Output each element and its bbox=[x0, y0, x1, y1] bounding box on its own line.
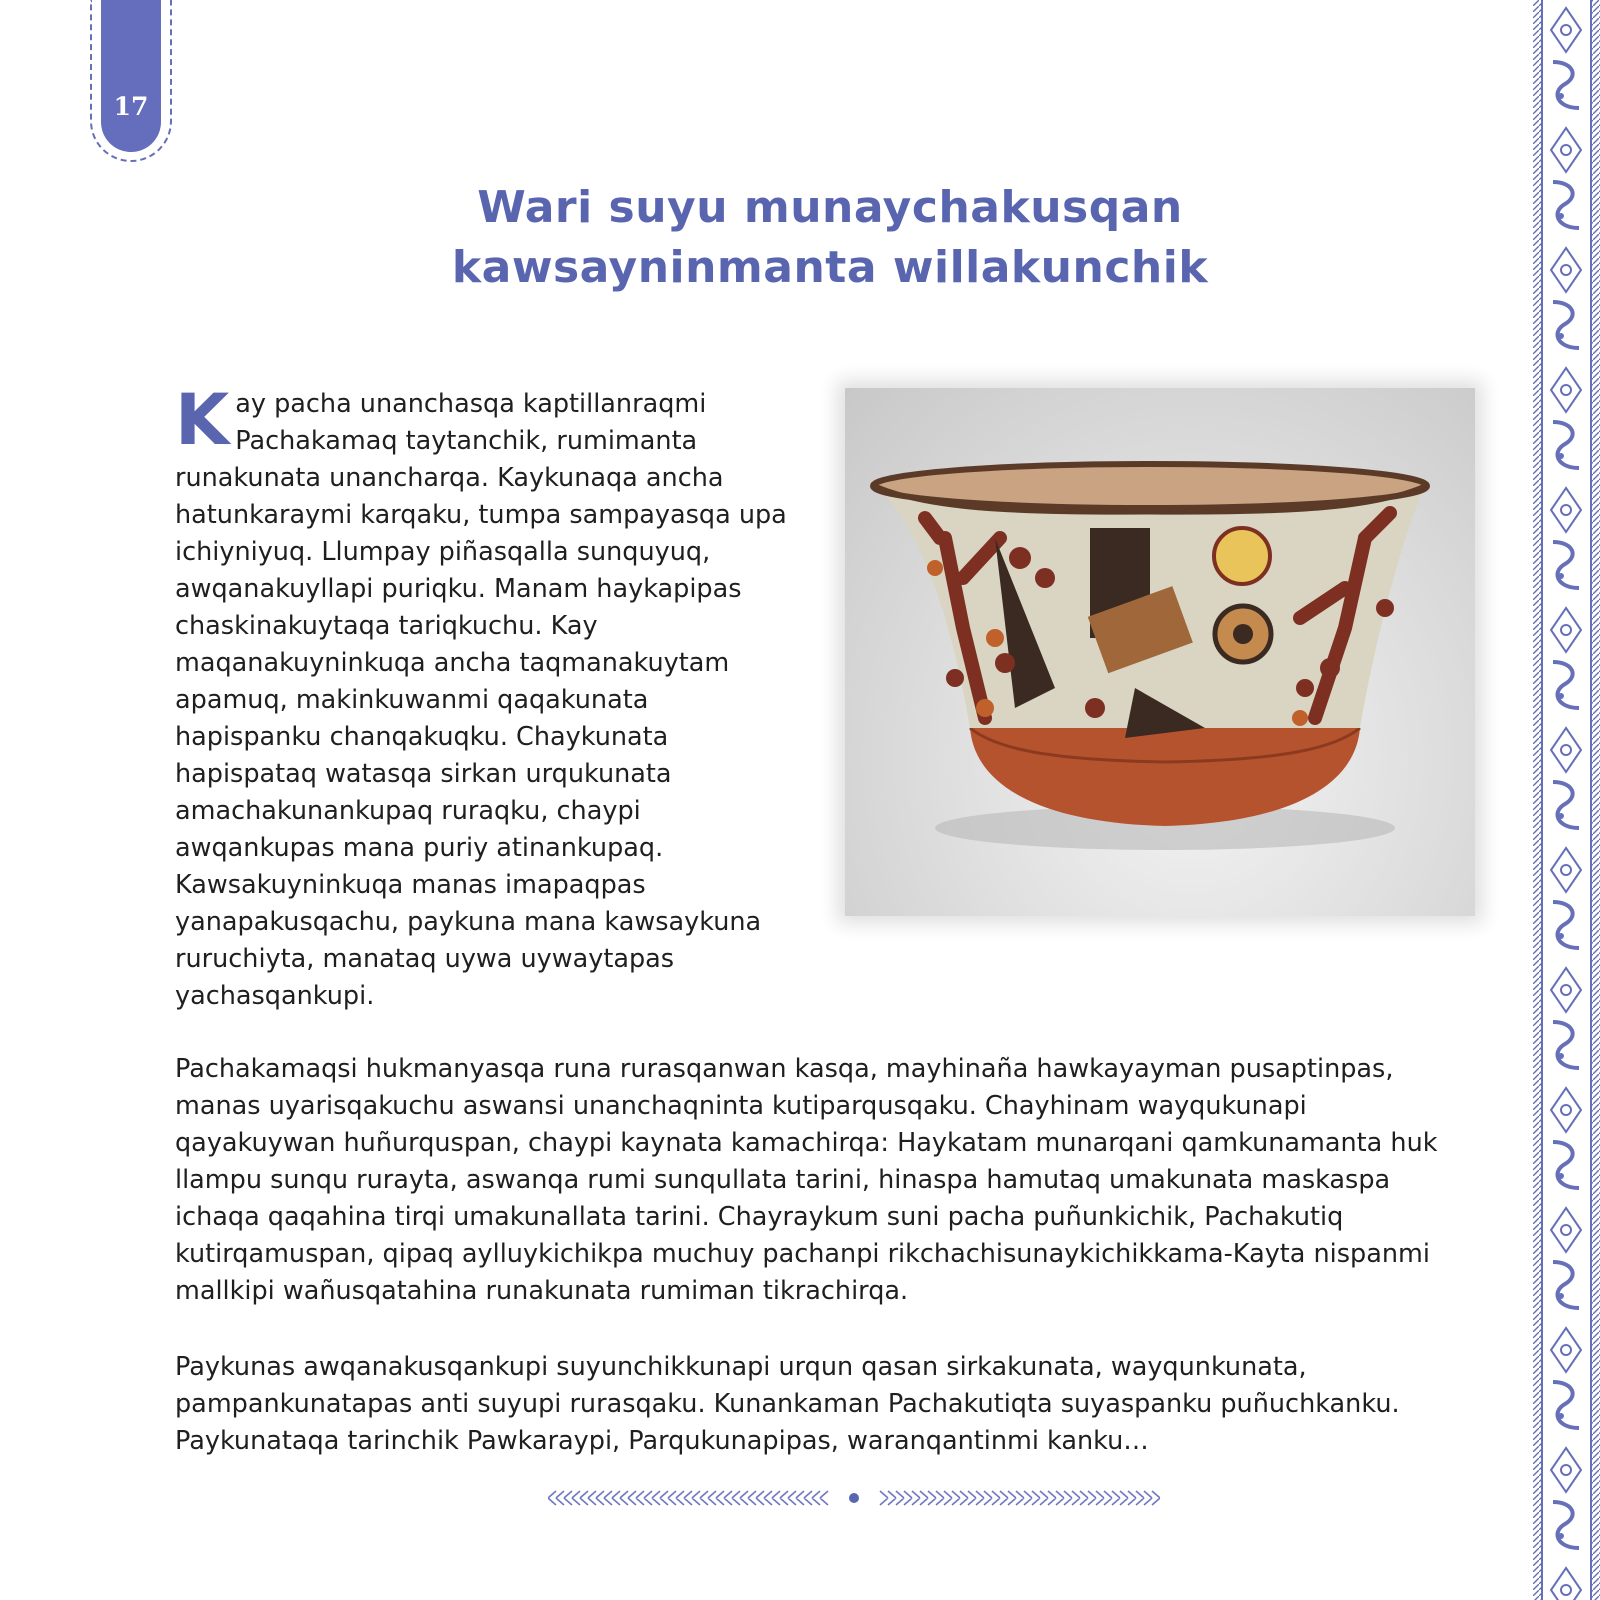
page-number: 17 bbox=[113, 92, 149, 121]
paragraph-2: Pachakamaqsi hukmanyasqa runa rurasqanwan kasqa, mayhinaña hawkayayman pusaptinpas, manas uyarisqakuchu aswansi unanchaqninta kutiparqusqaku. Chayhinam wayqukunapi qayakuywan huñurquspan, chaypi kaynata kamachirqa: Haykatam munarqani qamkunamanta huk llampu sunqu rurayta, aswanqa rumi sunqullata tarini, hinaspa hamutaq umakunata maskaspa ichaqa qaqahina tirqi umakunallata tarini. Chayraykum suni pacha puñunkichik, Pachakutiq kutirqamuspan, qipaq aylluykichikpa muchuy pachanpi rikchachisunaykichikkama-Kayta nispanmi mallkipi wañusqatahina runakunata rumiman tikrachirqa. bbox=[175, 1054, 1438, 1306]
bowl-illustration bbox=[845, 388, 1475, 916]
paragraph-3: Paykunas awqanakusqankupi suyunchikkunapi urqun qasan sirkakunata, wayqunkunata, pampankunatapas anti suyupi rurasqaku. Kunankaman Pachakutiqta suyaspanku puñuchkanku. Paykunataqa tarinchik Pawkaraypi, Parqukunapipas, waranqantinmi kanku… bbox=[175, 1352, 1400, 1456]
ornament-divider bbox=[548, 1488, 1160, 1508]
page-title bbox=[330, 178, 1330, 298]
page-tab bbox=[101, 0, 161, 152]
ceramic-bowl-image bbox=[845, 388, 1475, 916]
paragraph-1-text: ay pacha unanchasqa kaptillanraqmi Pachakamaq taytanchik, rumimanta runakunata unancharqa. Kaykunaqa ancha hatunkaraymi karqaku, tumpa sampayasqa upa ichiyniyuq. Llumpay piñasqalla sunquyuq, awqanakuyllapi puriqku. Manam haykapipas chaskinakuytaqa tariqkuchu. Kay maqanakuyninkuqa ancha taqmanakuytam apamuq, makinkuwanmi qaqakunata hapispanku chanqakuqku. Chaykunata hapispataq watasqa sirkan urqukunata amachakunankupaq ruraqku, chaypi awqankupas mana puriy atinankupaq. Kawsakuyninkuqa manas imapaqpas yanapakusqachu, paykuna mana kawsaykuna ruruchiyta, manataq uywa uywaytapas yachasqankupi. bbox=[175, 389, 787, 1011]
paragraph-1 bbox=[175, 379, 795, 1015]
title-line-1: Wari suyu munaychakusqan bbox=[477, 182, 1183, 233]
title-line-2: kawsayninmanta willakunchik bbox=[451, 242, 1209, 293]
decorative-border bbox=[1533, 0, 1600, 1600]
drop-cap: K bbox=[175, 379, 230, 461]
